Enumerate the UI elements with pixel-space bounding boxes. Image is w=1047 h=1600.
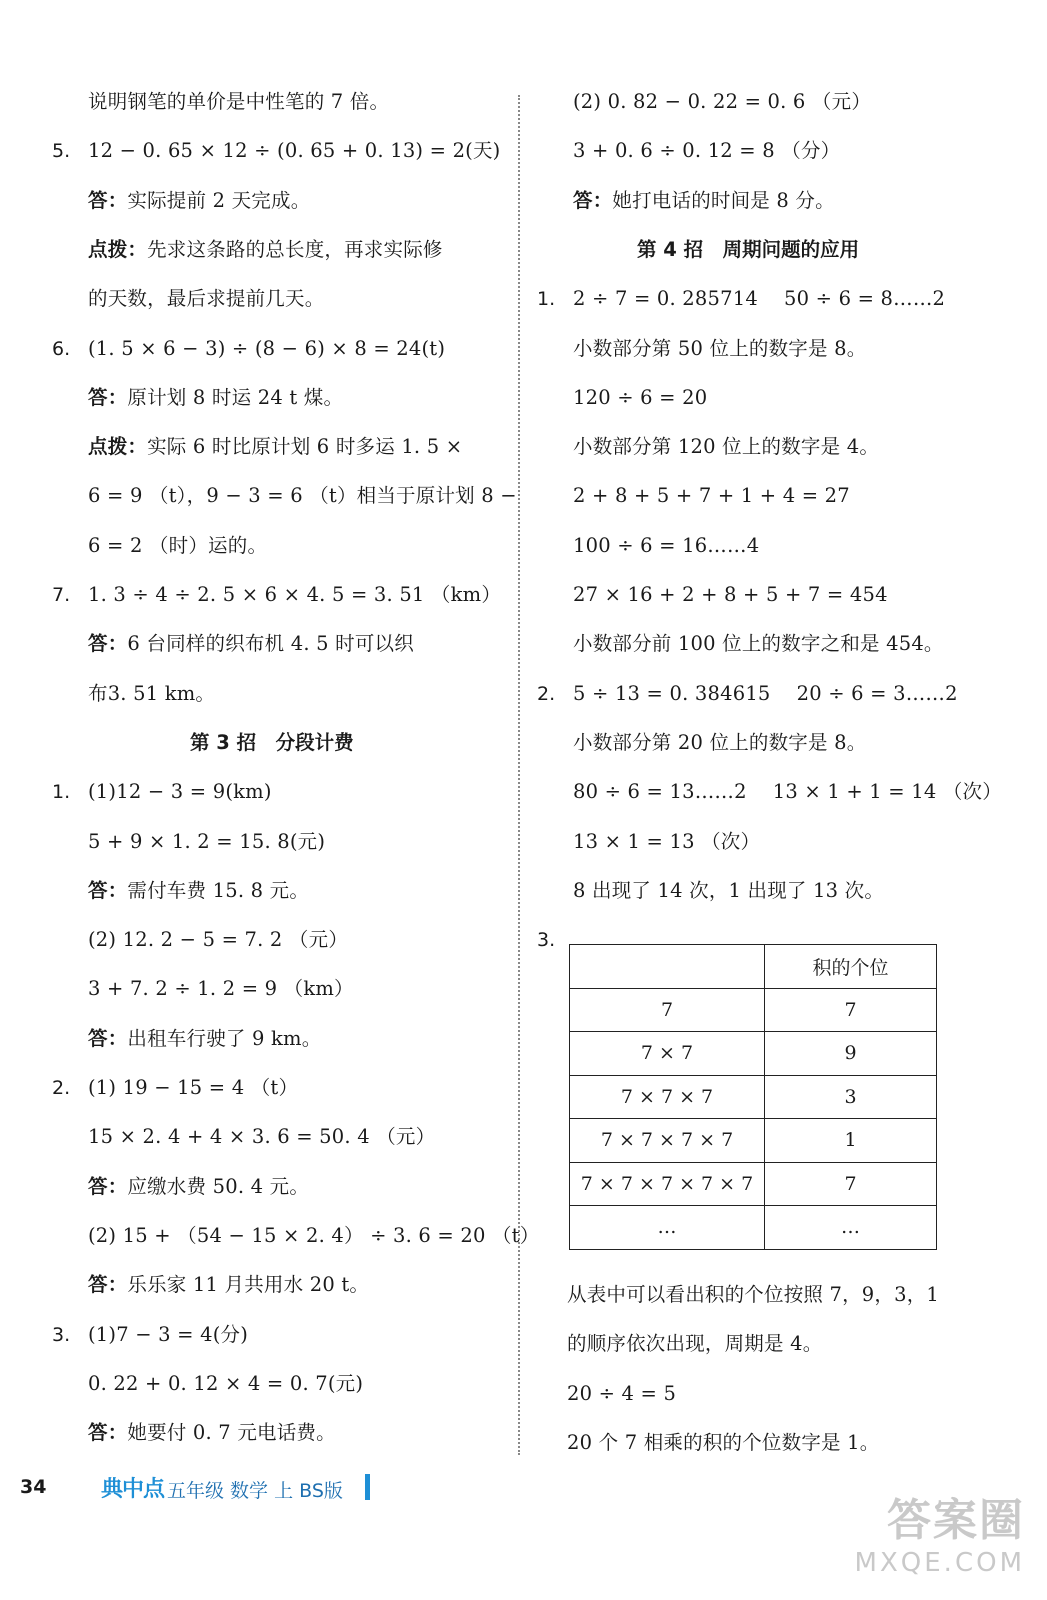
text-line: 答：实际提前 2 天完成。 xyxy=(88,188,311,212)
watermark-url: MXQE.COM xyxy=(854,1548,1025,1578)
text-line: 3 + 7. 2 ÷ 1. 2 = 9 （km） xyxy=(88,977,354,1001)
table-cell: 7 × 7 xyxy=(570,1032,765,1076)
table-cell: 积的个位 xyxy=(765,945,937,989)
table-row xyxy=(570,1162,937,1206)
problem-number: 2. xyxy=(537,682,556,705)
text-line: 小数部分第 20 位上的数字是 8。 xyxy=(573,730,867,754)
text-line: 答：应缴水费 50. 4 元。 xyxy=(88,1174,310,1198)
section-heading: 第 3 招 分段计费 xyxy=(190,730,354,754)
answer-label: 答： xyxy=(573,188,613,212)
text-line: 答：乐乐家 11 月共用水 20 t。 xyxy=(88,1273,370,1297)
text-line: (2) 0. 82 − 0. 22 = 0. 6 （元） xyxy=(573,90,872,113)
table-cell: 7 × 7 × 7 xyxy=(570,1075,765,1119)
text-line: 15 × 2. 4 + 4 × 3. 6 = 50. 4 （元） xyxy=(88,1125,436,1149)
table-row xyxy=(570,1119,937,1163)
text-line: 80 ÷ 6 = 13……2 13 × 1 + 1 = 14 （次） xyxy=(573,780,1002,804)
text-line: (1)12 − 3 = 9(km) xyxy=(88,780,272,804)
table-cell xyxy=(570,945,765,989)
table-cell: 9 xyxy=(765,1032,937,1076)
text-line: 12 − 0. 65 × 12 ÷ (0. 65 + 0. 13) = 2(天) xyxy=(88,139,501,163)
table-row xyxy=(570,1206,937,1250)
page-number: 34 xyxy=(20,1476,47,1498)
table-cell: 1 xyxy=(765,1119,937,1163)
table-row xyxy=(570,988,937,1032)
text-line: 答：6 台同样的织布机 4. 5 时可以织 xyxy=(88,632,414,656)
table-cell: … xyxy=(765,1206,937,1250)
text-line: 的顺序依次出现，周期是 4。 xyxy=(567,1332,823,1356)
text-line: 点拨：先求这条路的总长度，再求实际修 xyxy=(88,237,443,261)
text-line: 小数部分第 120 位上的数字是 4。 xyxy=(573,435,880,459)
text-line: 答：原计划 8 时运 24 t 煤。 xyxy=(88,385,344,409)
text-line: (1. 5 × 6 − 3) ÷ (8 − 6) × 8 = 24(t) xyxy=(88,336,446,360)
text-line: 答：她要付 0. 7 元电话费。 xyxy=(88,1421,336,1445)
text-line: 20 ÷ 4 = 5 xyxy=(567,1381,677,1405)
text-line: (1) 19 − 15 = 4 （t） xyxy=(88,1076,299,1099)
text-line: 布3. 51 km。 xyxy=(88,681,216,705)
text-line: 120 ÷ 6 = 20 xyxy=(573,385,708,409)
answer-label: 点拨： xyxy=(88,237,148,261)
text-line: 答：她打电话的时间是 8 分。 xyxy=(573,188,835,212)
text-line: (1)7 − 3 = 4(分) xyxy=(88,1322,249,1346)
text-line: 的天数，最后求提前几天。 xyxy=(88,287,325,311)
watermark-title: 答案圈 xyxy=(887,1495,1025,1546)
text-line: 27 × 16 + 2 + 8 + 5 + 7 = 454 xyxy=(573,583,888,606)
answer-label: 答： xyxy=(88,188,128,212)
text-line: 5 ÷ 13 = 0. 384615 20 ÷ 6 = 3……2 xyxy=(573,681,958,705)
table-cell: … xyxy=(570,1206,765,1250)
text-line: 6 = 2 （时）运的。 xyxy=(88,533,268,557)
text-line: 20 个 7 相乘的积的个位数字是 1。 xyxy=(567,1430,880,1454)
watermark xyxy=(855,1484,1025,1578)
text-line: 答：需付车费 15. 8 元。 xyxy=(88,878,310,902)
answer-label: 点拨： xyxy=(88,435,148,459)
problem-number: 5. xyxy=(52,140,71,163)
brand-logo: 典中点 xyxy=(101,1477,165,1502)
answer-label: 答： xyxy=(88,385,128,409)
problem-number: 3. xyxy=(537,929,556,952)
text-line: 点拨：实际 6 时比原计划 6 时多运 1. 5 × xyxy=(88,435,463,459)
text-line: 100 ÷ 6 = 16……4 xyxy=(573,533,760,557)
text-line: 3 + 0. 6 ÷ 0. 12 = 8 （分） xyxy=(573,139,841,163)
table-cell: 7 xyxy=(765,988,937,1032)
section-heading: 第 4 招 周期问题的应用 xyxy=(637,237,860,261)
table-cell: 7 xyxy=(570,988,765,1032)
table-header-row xyxy=(570,945,937,989)
problem-number: 2. xyxy=(52,1077,71,1099)
text-line: 答：出租车行驶了 9 km。 xyxy=(88,1026,322,1050)
text-line: 2 ÷ 7 = 0. 285714 50 ÷ 6 = 8……2 xyxy=(573,287,946,311)
text-line: 1. 3 ÷ 4 ÷ 2. 5 × 6 × 4. 5 = 3. 51 （km） xyxy=(88,583,502,606)
text-line: 5 + 9 × 1. 2 = 15. 8(元) xyxy=(88,829,326,853)
answer-label: 答： xyxy=(88,632,128,656)
answer-label: 答： xyxy=(88,1174,128,1198)
problem-number: 7. xyxy=(52,584,71,606)
answer-label: 答： xyxy=(88,1026,128,1050)
problem-number: 6. xyxy=(52,337,71,360)
table-cell: 3 xyxy=(765,1075,937,1119)
table-row xyxy=(570,1032,937,1076)
book-subject: 五年级 数学 上 BS版 xyxy=(167,1480,343,1502)
footer-accent-bar xyxy=(365,1474,370,1500)
text-line: 13 × 1 = 13 （次） xyxy=(573,829,761,853)
period-table xyxy=(569,944,937,1250)
text-line: 0. 22 + 0. 12 × 4 = 0. 7(元) xyxy=(88,1371,364,1395)
text-line: 从表中可以看出积的个位按照 7，9，3，1 xyxy=(567,1283,940,1306)
column-divider xyxy=(518,95,520,1455)
text-line: 说明钢笔的单价是中性笔的 7 倍。 xyxy=(88,90,390,113)
text-line: 小数部分第 50 位上的数字是 8。 xyxy=(573,336,867,360)
text-line: 小数部分前 100 位上的数字之和是 454。 xyxy=(573,632,944,656)
text-line: 6 = 9 （t），9 − 3 = 6 （t）相当于原计划 8 − xyxy=(88,484,517,508)
table-cell: 7 × 7 × 7 × 7 xyxy=(570,1119,765,1163)
answer-label: 答： xyxy=(88,878,128,902)
table-cell: 7 xyxy=(765,1162,937,1206)
answer-label: 答： xyxy=(88,1273,128,1297)
problem-number: 1. xyxy=(52,781,71,804)
problem-number: 1. xyxy=(537,288,556,311)
answer-label: 答： xyxy=(88,1421,128,1445)
text-line: 2 + 8 + 5 + 7 + 1 + 4 = 27 xyxy=(573,484,850,508)
text-line: (2) 15 + （54 − 15 × 2. 4） ÷ 3. 6 = 20 （t） xyxy=(88,1223,540,1247)
text-line: (2) 12. 2 − 5 = 7. 2 （元） xyxy=(88,928,349,952)
table-row xyxy=(570,1075,937,1119)
table-cell: 7 × 7 × 7 × 7 × 7 xyxy=(570,1162,765,1206)
text-line: 8 出现了 14 次，1 出现了 13 次。 xyxy=(573,878,885,902)
problem-number: 3. xyxy=(52,1323,71,1346)
